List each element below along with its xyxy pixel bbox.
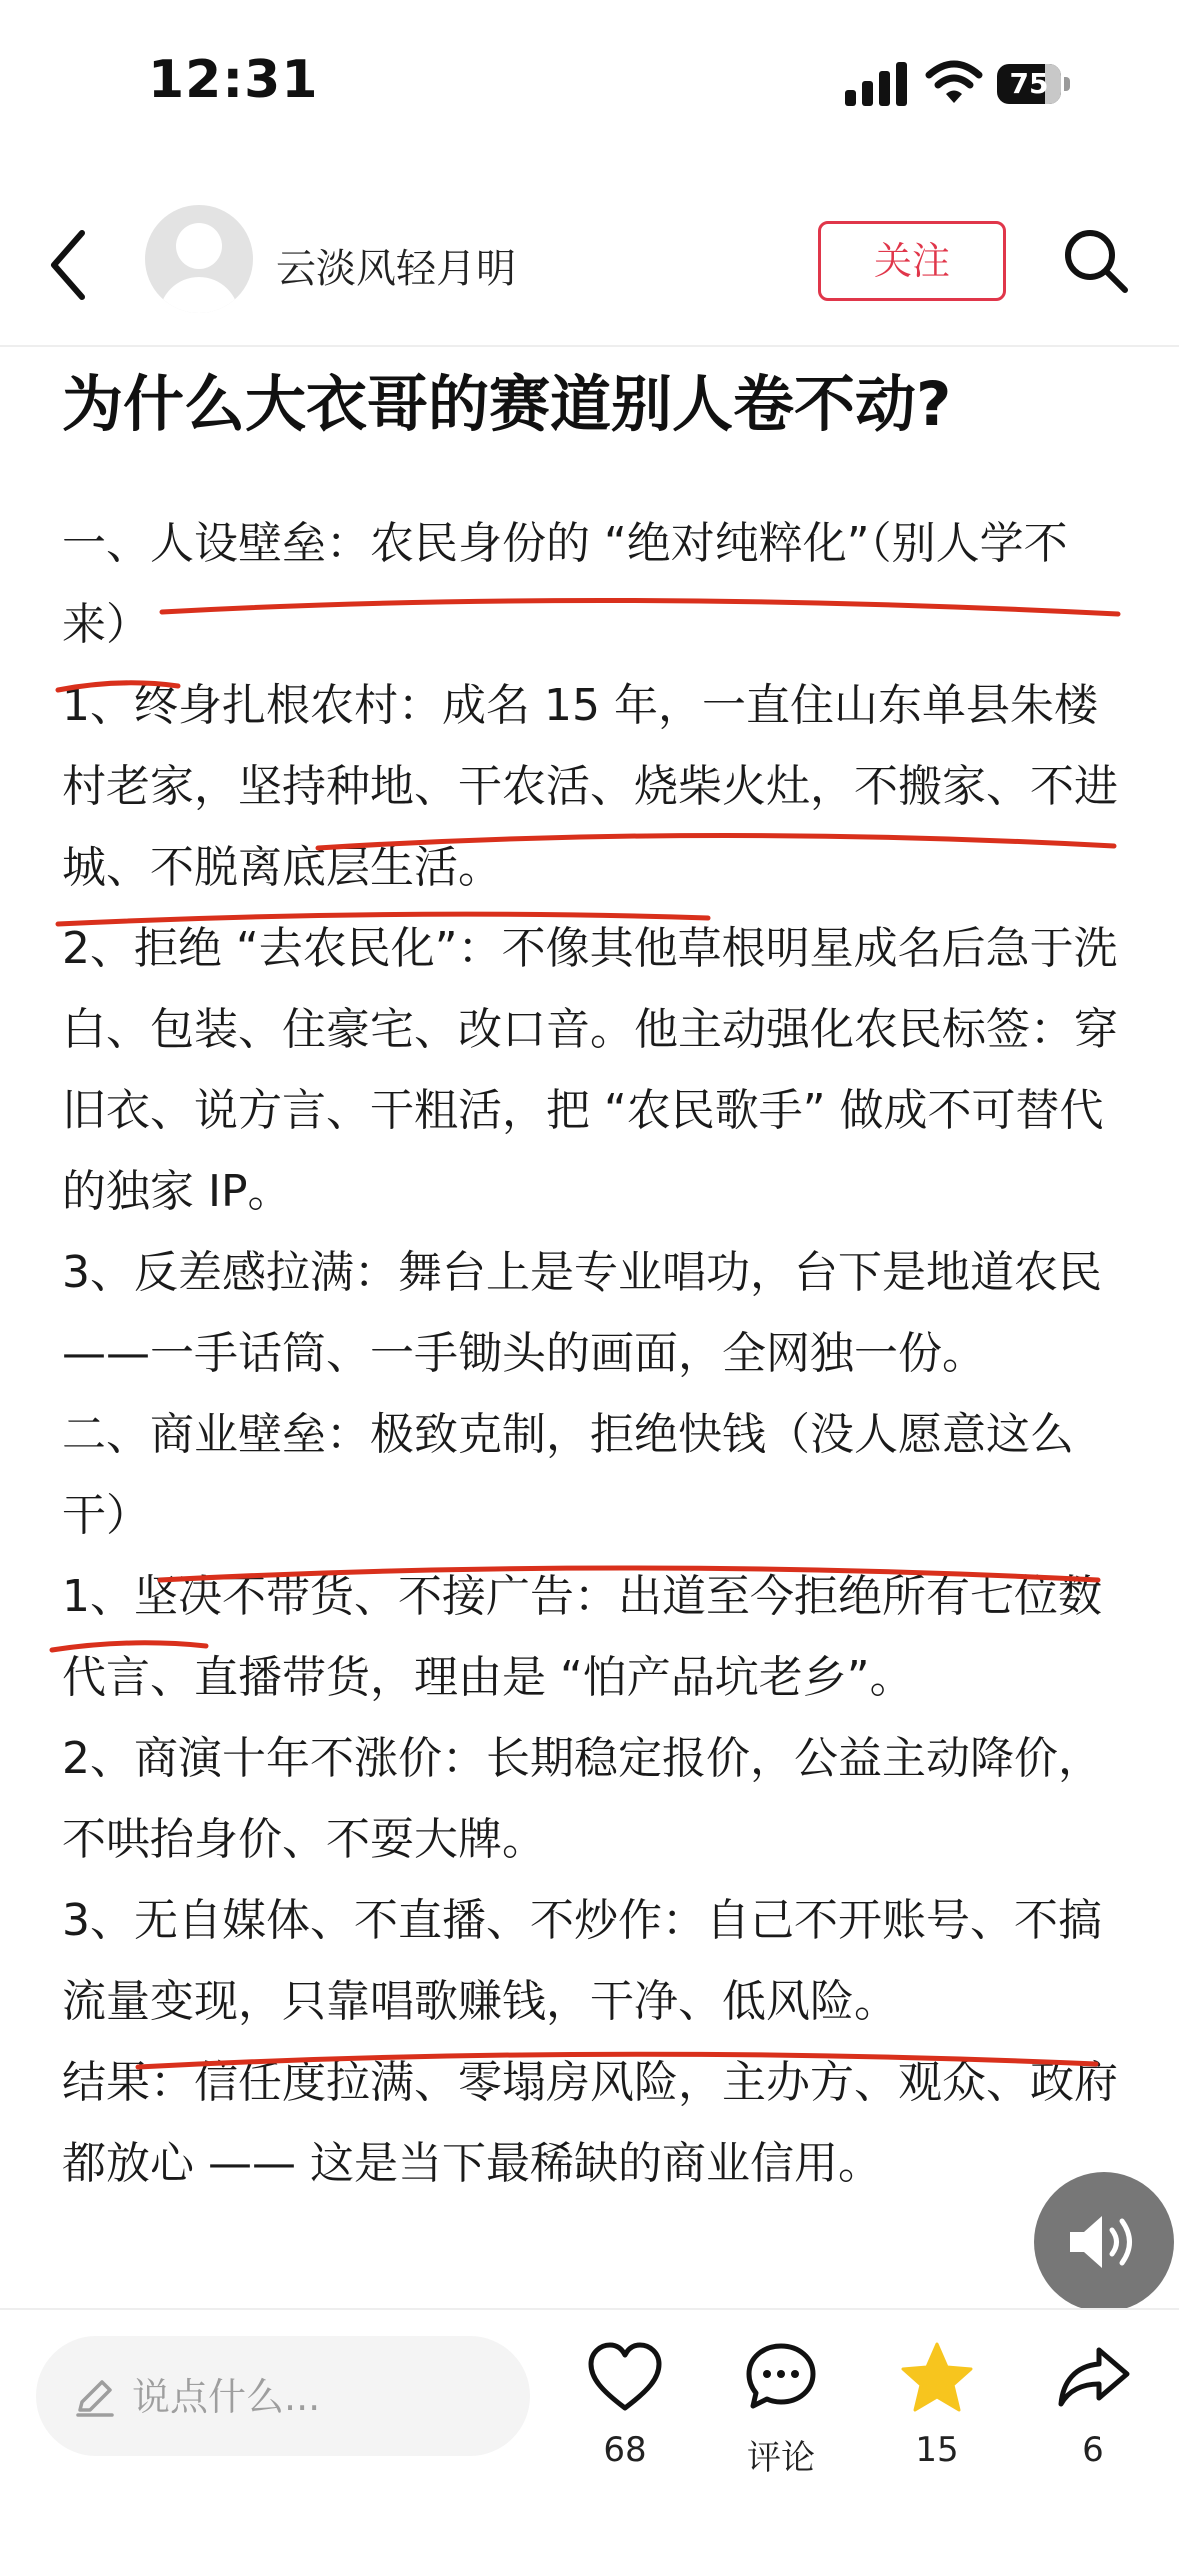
comment-button[interactable] bbox=[721, 2340, 841, 2500]
search-icon[interactable] bbox=[1062, 227, 1130, 295]
battery-level: 75 bbox=[1009, 67, 1049, 100]
comment-label: 评论 bbox=[747, 2438, 815, 2478]
favorite-count: 15 bbox=[915, 2430, 959, 2470]
battery-tip bbox=[1064, 77, 1070, 91]
back-icon[interactable] bbox=[44, 227, 94, 303]
comment-input[interactable] bbox=[36, 2336, 530, 2456]
share-button[interactable] bbox=[1033, 2340, 1153, 2500]
star-icon bbox=[899, 2340, 975, 2416]
battery-body bbox=[997, 64, 1061, 104]
paragraph-item: 3、反差感拉满：舞台上是专业唱功，台下是地道农民 ——一手话筒、一手锄头的画面，全网独一份。 bbox=[62, 1247, 1102, 1379]
paragraph-conclusion: 结果：信任度拉满、零塌房风险，主办方、观众、政府都放心 —— 这是当下最稀缺的商业信用。 bbox=[62, 2057, 1118, 2189]
read-aloud-button[interactable] bbox=[1034, 2172, 1174, 2312]
status-bar bbox=[0, 0, 1179, 170]
paragraph-item: 1、终身扎根农村：成名 15 年，一直住山东单县朱楼村老家，坚持种地、干农活、烧柴火灶，不搬家、不进城、不脱离底层生活。 bbox=[62, 680, 1118, 893]
share-icon bbox=[1055, 2340, 1131, 2416]
wifi-icon bbox=[925, 60, 983, 106]
section-heading-business: 二、商业壁垒：极致克制，拒绝快钱（没人愿意这么干） bbox=[62, 1409, 1074, 1541]
bottom-action-bar bbox=[0, 2308, 1179, 2556]
paragraph-item: 2、商演十年不涨价：长期稳定报价，公益主动降价，不哄抬身价、不耍大牌。 bbox=[62, 1733, 1102, 1865]
avatar-head bbox=[176, 223, 222, 269]
paragraph-item: 3、无自媒体、不直播、不炒作：自己不开账号、不搞流量变现，只靠唱歌赚钱，干净、低风险。 bbox=[62, 1895, 1102, 2027]
paragraph-item: 2、拒绝 “去农民化”：不像其他草根明星成名后急于洗白、包装、住豪宅、改口音。他主动强化农民标签：穿旧衣、说方言、干粗活，把 “农民歌手” 做成不可替代的独家 IP。 bbox=[62, 923, 1118, 1217]
article bbox=[62, 355, 1122, 2300]
article-title: 为什么大衣哥的赛道别人卷不动? bbox=[62, 369, 952, 440]
comment-placeholder: 说点什么... bbox=[132, 2375, 321, 2419]
like-button[interactable] bbox=[565, 2340, 685, 2500]
cellular-signal-icon bbox=[845, 62, 907, 106]
paragraph-item: 1、坚决不带货、不接广告：出道至今拒绝所有七位数代言、直播带货，理由是 “怕产品坑老乡”。 bbox=[62, 1571, 1102, 1703]
section-heading-persona: 一、人设壁垒：农民身份的 “绝对纯粹化”（别人学不来） bbox=[62, 518, 1068, 650]
heart-icon bbox=[587, 2340, 663, 2416]
share-count: 6 bbox=[1082, 2430, 1104, 2470]
author-name[interactable]: 云淡风轻月明 bbox=[276, 246, 516, 292]
status-time: 12:31 bbox=[148, 50, 319, 110]
article-header bbox=[0, 195, 1179, 347]
speaker-icon bbox=[1066, 2208, 1142, 2276]
avatar-body bbox=[159, 277, 239, 313]
avatar[interactable] bbox=[145, 205, 253, 313]
comment-bubble-icon bbox=[743, 2340, 819, 2416]
follow-button[interactable]: 关注 bbox=[818, 221, 1006, 301]
battery-icon bbox=[997, 64, 1073, 106]
pencil-icon bbox=[74, 2376, 116, 2418]
like-count: 68 bbox=[603, 2430, 647, 2470]
article-body bbox=[62, 503, 1122, 2204]
favorite-button[interactable] bbox=[877, 2340, 997, 2500]
